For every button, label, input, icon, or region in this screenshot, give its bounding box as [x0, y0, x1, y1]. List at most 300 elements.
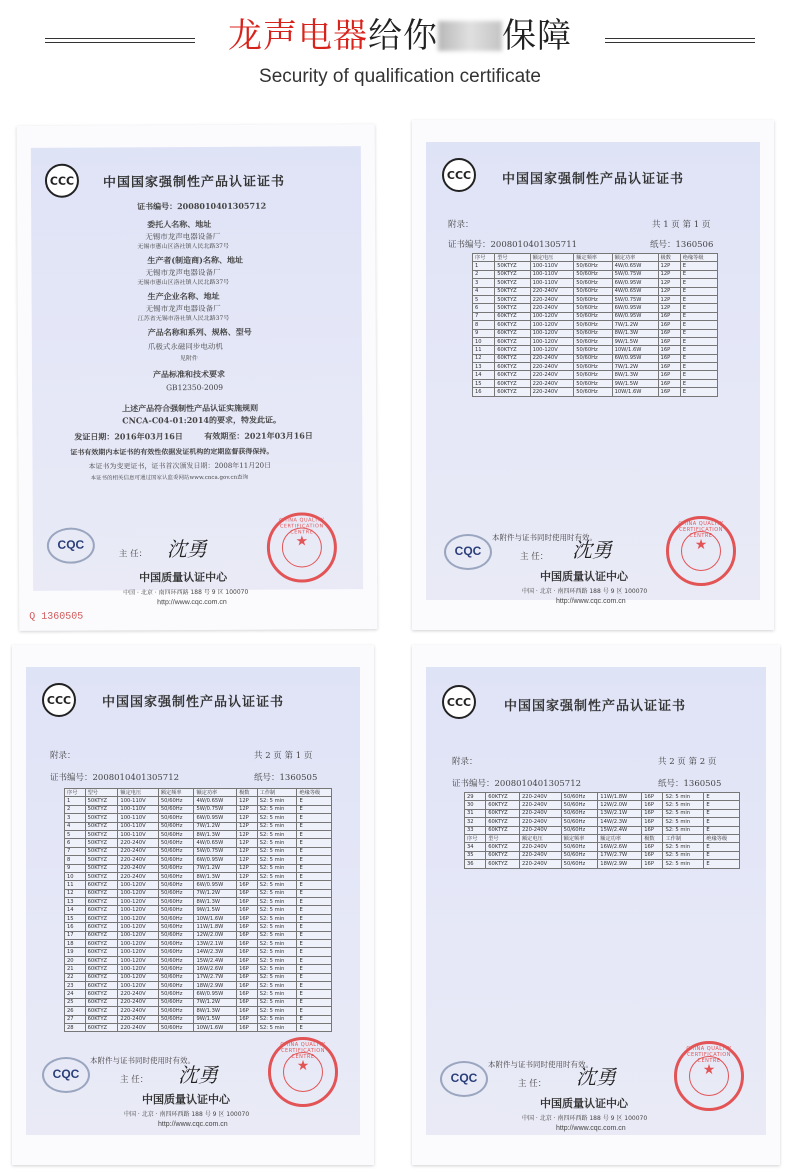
paper-number: 纸号：1360505: [254, 773, 318, 783]
cqc-address: 中国 · 北京 · 南四环西路 188 号 9 区 100070: [522, 588, 648, 595]
table-row: [65, 889, 332, 897]
table-cell: E: [297, 847, 332, 855]
table-cell: 10: [473, 337, 495, 345]
table-cell: 16P: [237, 981, 258, 989]
table-cell: 12P: [237, 805, 258, 813]
table-cell: 60KTYZ: [85, 906, 118, 914]
table-cell: 5: [65, 830, 86, 838]
table-cell: E: [680, 337, 717, 345]
table-row: [65, 864, 332, 872]
table-cell: 60KTYZ: [85, 931, 118, 939]
table-cell: E: [680, 329, 717, 337]
table-cell: E: [297, 830, 332, 838]
maker-name: 无锡市龙声电器设备厂: [145, 267, 221, 278]
table-cell: 100-110V: [118, 797, 158, 805]
table-cell: 60KTYZ: [495, 329, 530, 337]
table-cell: 50/60Hz: [574, 379, 612, 387]
table-cell: 16P: [642, 860, 663, 868]
table-row: [65, 1007, 332, 1015]
table-cell: 60KTYZ: [85, 965, 118, 973]
table-row: [473, 388, 718, 396]
table-cell: 50/60Hz: [574, 287, 612, 295]
table-cell: 26: [65, 1007, 86, 1015]
table-row: [465, 801, 740, 809]
table-cell: 7W/1.2W: [194, 822, 237, 830]
table-cell: E: [680, 304, 717, 312]
table-cell: S2: 5 min: [663, 801, 704, 809]
table-cell: 11W/1.8W: [598, 793, 642, 801]
table-cell: 100-120V: [118, 940, 158, 948]
table-cell: 14: [473, 371, 495, 379]
table-cell: 16P: [237, 940, 258, 948]
table-cell: 绝缘等级: [704, 834, 740, 842]
table-cell: 极数: [237, 789, 258, 797]
table-cell: 16P: [237, 1007, 258, 1015]
table-cell: 16P: [642, 793, 663, 801]
table-cell: 50/60Hz: [158, 822, 194, 830]
table-cell: 5W/0.75W: [194, 805, 237, 813]
validity-note: 证书有效期内本证书的有效性依据发证机构的定期监督获得保持。: [70, 446, 274, 457]
table-cell: 8W/1.3W: [612, 329, 658, 337]
table-cell: E: [680, 379, 717, 387]
table-cell: 6: [473, 304, 495, 312]
table-cell: 220-240V: [530, 304, 574, 312]
table-cell: 5: [473, 295, 495, 303]
table-cell: 50KTYZ: [495, 295, 530, 303]
table-cell: 220-240V: [118, 990, 158, 998]
table-cell: 220-240V: [118, 847, 158, 855]
table-cell: 16P: [237, 906, 258, 914]
page-info: 共 2 页 第 1 页: [254, 751, 313, 761]
table-cell: S2: 5 min: [257, 973, 297, 981]
table-cell: 50/60Hz: [574, 304, 612, 312]
table-row: [65, 981, 332, 989]
table-cell: 16P: [237, 898, 258, 906]
table-cell: 50/60Hz: [574, 329, 612, 337]
table-cell: E: [297, 872, 332, 880]
table-cell: 14: [65, 906, 86, 914]
table-cell: 50/60Hz: [158, 889, 194, 897]
paper-number: 纸号：1360505: [658, 779, 722, 789]
table-cell: E: [297, 981, 332, 989]
table-row: [65, 973, 332, 981]
table-cell: 8W/1.3W: [194, 898, 237, 906]
table-cell: 4W/0.65W: [194, 839, 237, 847]
table-cell: 100-110V: [530, 279, 574, 287]
table-cell: S2: 5 min: [257, 814, 297, 822]
models-table: [464, 792, 740, 869]
table-cell: 220-240V: [118, 839, 158, 847]
table-cell: S2: 5 min: [663, 793, 704, 801]
cqc-center-name: 中国质量认证中心: [540, 570, 628, 583]
product-name: 爪极式永磁同步电动机: [147, 341, 223, 352]
stamp-ring-text: CHINA QUALITY CERTIFICATION CENTRE: [279, 517, 325, 536]
director-signature: 沈勇: [178, 1063, 218, 1087]
table-cell: S2: 5 min: [257, 805, 297, 813]
table-cell: S2: 5 min: [257, 1023, 297, 1031]
table-cell: 23: [65, 981, 86, 989]
cqc-logo-text: CQC: [450, 1071, 478, 1085]
cqc-url: http://www.cqc.com.cn: [556, 1125, 626, 1132]
table-cell: E: [297, 814, 332, 822]
table-cell: E: [297, 948, 332, 956]
table-cell: 100-120V: [118, 889, 158, 897]
table-cell: 16P: [658, 312, 680, 320]
table-cell: 60KTYZ: [495, 346, 530, 354]
cqc-red-stamp-icon: CHINA QUALITY CERTIFICATION CENTRE ★: [268, 1037, 338, 1107]
table-cell: 绝缘等级: [680, 254, 717, 262]
table-cell: 60KTYZ: [85, 889, 118, 897]
table-cell: 9: [473, 329, 495, 337]
ccc-logo-icon: CCC: [442, 158, 476, 192]
certificate-annex-2-page-2: [412, 645, 780, 1165]
table-row: [473, 346, 718, 354]
table-cell: 100-120V: [118, 931, 158, 939]
table-cell: 50KTYZ: [85, 847, 118, 855]
table-cell: S2: 5 min: [663, 826, 704, 834]
table-cell: 4W/0.65W: [194, 797, 237, 805]
table-cell: 50/60Hz: [561, 860, 598, 868]
table-cell: 50/60Hz: [158, 914, 194, 922]
cqc-logo-text: CQC: [57, 537, 85, 552]
table-cell: 35: [465, 851, 486, 859]
table-cell: 100-120V: [118, 906, 158, 914]
table-row: [473, 312, 718, 320]
table-cell: 60KTYZ: [486, 818, 520, 826]
table-cell: 60KTYZ: [495, 363, 530, 371]
director-label: 主 任：: [520, 552, 549, 562]
table-cell: 16P: [642, 809, 663, 817]
table-cell: 220-240V: [519, 860, 561, 868]
table-cell: 60KTYZ: [85, 914, 118, 922]
table-cell: 220-240V: [519, 843, 561, 851]
table-row: [473, 379, 718, 387]
table-cell: E: [704, 793, 740, 801]
product-label: 产品名称和系列、规格、型号: [147, 326, 252, 338]
table-cell: 60KTYZ: [85, 1007, 118, 1015]
table-cell: 50KTYZ: [85, 864, 118, 872]
table-row: [465, 809, 740, 817]
page-info: 共 1 页 第 1 页: [652, 220, 711, 230]
table-cell: 12P: [237, 830, 258, 838]
table-header-row: [473, 254, 718, 262]
table-cell: 工作制: [257, 789, 297, 797]
table-row: [473, 287, 718, 295]
table-cell: 额定功率: [598, 834, 642, 842]
table-cell: 50/60Hz: [574, 270, 612, 278]
cqc-logo-text: CQC: [52, 1067, 80, 1081]
table-cell: 50/60Hz: [158, 830, 194, 838]
maker-label: 生产者(制造商)名称、地址: [147, 254, 243, 266]
table-cell: 220-240V: [530, 388, 574, 396]
table-cell: 20: [65, 956, 86, 964]
table-cell: 50KTYZ: [495, 279, 530, 287]
table-cell: 10: [65, 872, 86, 880]
table-cell: 24: [65, 990, 86, 998]
table-cell: S2: 5 min: [257, 914, 297, 922]
table-cell: 50/60Hz: [158, 973, 194, 981]
table-cell: 额定频率: [158, 789, 194, 797]
change-note: 本证书为变更证书，证书首次颁发日期：2008年11月20日: [88, 461, 272, 471]
table-row: [473, 337, 718, 345]
table-cell: 17W/2.7W: [194, 973, 237, 981]
annex-note: 本附件与证书同时使用时有效。: [488, 1060, 593, 1069]
table-cell: 极数: [658, 254, 680, 262]
table-cell: 60KTYZ: [85, 948, 118, 956]
table-cell: 1: [473, 262, 495, 270]
table-row: [465, 851, 740, 859]
table-cell: 5W/0.75W: [612, 295, 658, 303]
table-cell: 16P: [237, 998, 258, 1006]
table-cell: 100-110V: [530, 270, 574, 278]
table-cell: 6: [65, 839, 86, 847]
table-cell: 220-240V: [118, 1023, 158, 1031]
table-cell: E: [297, 914, 332, 922]
ccc-logo-icon: CCC: [42, 683, 76, 717]
table-cell: 工作制: [663, 834, 704, 842]
table-cell: E: [297, 931, 332, 939]
compliance-line-1: 上述产品符合强制性产品认证实施规则: [122, 402, 259, 414]
standard-value: GB12350-2009: [166, 382, 224, 393]
table-cell: 100-120V: [118, 981, 158, 989]
table-row: [65, 948, 332, 956]
table-cell: 220-240V: [519, 793, 561, 801]
table-cell: S2: 5 min: [663, 843, 704, 851]
director-signature: 沈勇: [576, 1065, 616, 1089]
table-cell: S2: 5 min: [257, 923, 297, 931]
table-row: [65, 797, 332, 805]
table-cell: 100-110V: [530, 262, 574, 270]
table-cell: 220-240V: [519, 851, 561, 859]
table-row: [65, 956, 332, 964]
table-cell: S2: 5 min: [257, 990, 297, 998]
cqc-center-name: 中国质量认证中心: [142, 1093, 230, 1106]
table-cell: 50/60Hz: [158, 1007, 194, 1015]
table-cell: 25: [65, 998, 86, 1006]
table-cell: 16P: [658, 354, 680, 362]
cqc-url: http://www.cqc.com.cn: [157, 598, 227, 607]
table-cell: 16P: [658, 379, 680, 387]
table-cell: S2: 5 min: [257, 948, 297, 956]
table-cell: 50/60Hz: [158, 948, 194, 956]
annex-label: 附录：: [452, 757, 478, 767]
certificate-annex-1: [412, 120, 774, 630]
table-cell: 12P: [658, 279, 680, 287]
applicant-address: 无锡市惠山区洛社镇人民北路37号: [137, 242, 229, 251]
table-cell: 50/60Hz: [158, 881, 194, 889]
table-cell: 50KTYZ: [495, 270, 530, 278]
serial-number: Q 1360505: [29, 611, 84, 623]
table-row: [465, 793, 740, 801]
table-cell: 16P: [658, 337, 680, 345]
table-cell: 4W/0.65W: [612, 262, 658, 270]
table-cell: 15W/2.4W: [194, 956, 237, 964]
table-cell: 12: [473, 354, 495, 362]
table-cell: 12W/2.0W: [598, 801, 642, 809]
table-cell: 60KTYZ: [495, 321, 530, 329]
director-signature: 沈勇: [166, 536, 207, 562]
table-cell: 60KTYZ: [85, 1023, 118, 1031]
table-cell: 50/60Hz: [561, 818, 598, 826]
director-signature: 沈勇: [572, 538, 612, 562]
table-cell: 18W/2.9W: [598, 860, 642, 868]
table-cell: E: [704, 860, 740, 868]
table-cell: 16P: [658, 388, 680, 396]
cqc-center-name: 中国质量认证中心: [540, 1097, 628, 1110]
table-cell: 50/60Hz: [561, 801, 598, 809]
table-cell: E: [297, 998, 332, 1006]
table-cell: E: [680, 312, 717, 320]
table-row: [65, 923, 332, 931]
table-cell: 50/60Hz: [574, 363, 612, 371]
table-cell: 13: [65, 898, 86, 906]
table-cell: 60KTYZ: [85, 898, 118, 906]
table-cell: 11: [473, 346, 495, 354]
cert-number: 证书编号：2008010401305712: [50, 773, 180, 783]
cqc-address: 中国 · 北京 · 南四环西路 188 号 9 区 100070: [124, 1111, 250, 1118]
table-cell: 12P: [237, 839, 258, 847]
table-cell: 100-120V: [118, 948, 158, 956]
table-cell: 50/60Hz: [574, 295, 612, 303]
table-cell: 6W/0.95W: [612, 312, 658, 320]
table-cell: 220-240V: [530, 371, 574, 379]
table-cell: 50KTYZ: [85, 839, 118, 847]
table-cell: 50/60Hz: [158, 906, 194, 914]
table-row: [65, 822, 332, 830]
table-cell: 额定电压: [118, 789, 158, 797]
cqc-url: http://www.cqc.com.cn: [158, 1121, 228, 1128]
table-cell: E: [680, 279, 717, 287]
table-cell: 60KTYZ: [486, 809, 520, 817]
table-row: [65, 1023, 332, 1031]
table-cell: 16P: [237, 990, 258, 998]
table-cell: S2: 5 min: [257, 830, 297, 838]
table-cell: 50/60Hz: [158, 898, 194, 906]
table-cell: 10W/1.6W: [194, 914, 237, 922]
table-cell: 220-240V: [519, 809, 561, 817]
table-cell: S2: 5 min: [257, 822, 297, 830]
table-cell: E: [680, 363, 717, 371]
table-cell: 50/60Hz: [158, 805, 194, 813]
title-end: 保障: [502, 16, 572, 56]
table-cell: 100-110V: [118, 814, 158, 822]
table-cell: 21: [65, 965, 86, 973]
table-cell: 额定功率: [612, 254, 658, 262]
table-cell: 极数: [642, 834, 663, 842]
table-cell: 32: [465, 818, 486, 826]
table-cell: 12P: [237, 856, 258, 864]
table-cell: E: [680, 388, 717, 396]
table-cell: 9W/1.5W: [194, 906, 237, 914]
table-cell: S2: 5 min: [257, 797, 297, 805]
table-cell: 7W/1.2W: [194, 998, 237, 1006]
table-row: [465, 860, 740, 868]
table-cell: 50/60Hz: [158, 990, 194, 998]
annex-label: 附录：: [50, 751, 76, 761]
table-cell: 50KTYZ: [495, 262, 530, 270]
table-cell: 100-110V: [118, 822, 158, 830]
table-cell: 50/60Hz: [158, 856, 194, 864]
table-cell: E: [297, 940, 332, 948]
query-note: 本证书的相关信息可通过国家认监委网站www.cnca.gov.cn查询: [90, 474, 249, 482]
table-cell: 16P: [658, 329, 680, 337]
table-cell: 10W/1.6W: [194, 1023, 237, 1031]
cqc-logo-icon: [42, 1055, 90, 1095]
table-cell: S2: 5 min: [663, 860, 704, 868]
cqc-red-stamp-icon: CHINA QUALITY CERTIFICATION CENTRE ★: [674, 1041, 744, 1111]
table-cell: 11W/1.8W: [194, 923, 237, 931]
table-cell: E: [704, 851, 740, 859]
table-cell: 220-240V: [118, 1015, 158, 1023]
table-cell: 16P: [237, 881, 258, 889]
table-cell: S2: 5 min: [257, 872, 297, 880]
table-cell: 100-110V: [118, 805, 158, 813]
table-cell: 5W/0.75W: [194, 847, 237, 855]
table-cell: 33: [465, 826, 486, 834]
table-cell: E: [297, 797, 332, 805]
table-cell: 50/60Hz: [574, 337, 612, 345]
table-cell: 60KTYZ: [85, 923, 118, 931]
table-cell: 100-120V: [118, 973, 158, 981]
table-row: [65, 914, 332, 922]
table-cell: 220-240V: [118, 1007, 158, 1015]
table-cell: 60KTYZ: [495, 371, 530, 379]
table-cell: 16P: [237, 965, 258, 973]
table-cell: 220-240V: [118, 998, 158, 1006]
cqc-logo-text: CQC: [454, 544, 482, 558]
table-cell: 60KTYZ: [495, 379, 530, 387]
table-cell: 4W/0.65W: [612, 287, 658, 295]
table-cell: 16P: [237, 1015, 258, 1023]
table-cell: 50/60Hz: [158, 864, 194, 872]
table-cell: E: [297, 889, 332, 897]
cqc-address: 中国 · 北京 · 南四环西路 188 号 9 区 100070: [123, 588, 249, 597]
table-cell: 50/60Hz: [158, 797, 194, 805]
table-cell: 50/60Hz: [158, 847, 194, 855]
models-table: [472, 253, 718, 397]
table-cell: 50/60Hz: [158, 965, 194, 973]
table-row: [473, 363, 718, 371]
table-cell: S2: 5 min: [257, 965, 297, 973]
table-header-row: [65, 789, 332, 797]
table-cell: 额定电压: [530, 254, 574, 262]
table-cell: 6W/0.95W: [194, 990, 237, 998]
table-cell: 50KTYZ: [85, 830, 118, 838]
table-cell: E: [297, 973, 332, 981]
table-cell: 220-240V: [118, 864, 158, 872]
table-cell: 9W/1.5W: [612, 379, 658, 387]
table-cell: E: [297, 906, 332, 914]
table-cell: E: [297, 923, 332, 931]
table-cell: E: [297, 864, 332, 872]
table-cell: 50/60Hz: [158, 872, 194, 880]
table-cell: 序号: [65, 789, 86, 797]
table-cell: 220-240V: [530, 295, 574, 303]
table-cell: S2: 5 min: [257, 881, 297, 889]
table-cell: E: [297, 881, 332, 889]
table-cell: 60KTYZ: [486, 860, 520, 868]
table-cell: 9W/1.5W: [612, 337, 658, 345]
table-cell: 50KTYZ: [85, 856, 118, 864]
table-cell: 50/60Hz: [574, 346, 612, 354]
table-cell: 型号: [85, 789, 118, 797]
table-cell: 19: [65, 948, 86, 956]
table-cell: 6W/0.95W: [194, 814, 237, 822]
table-cell: 8W/1.3W: [194, 1007, 237, 1015]
table-cell: 5W/0.75W: [612, 270, 658, 278]
table-row: [65, 898, 332, 906]
table-row: [473, 262, 718, 270]
